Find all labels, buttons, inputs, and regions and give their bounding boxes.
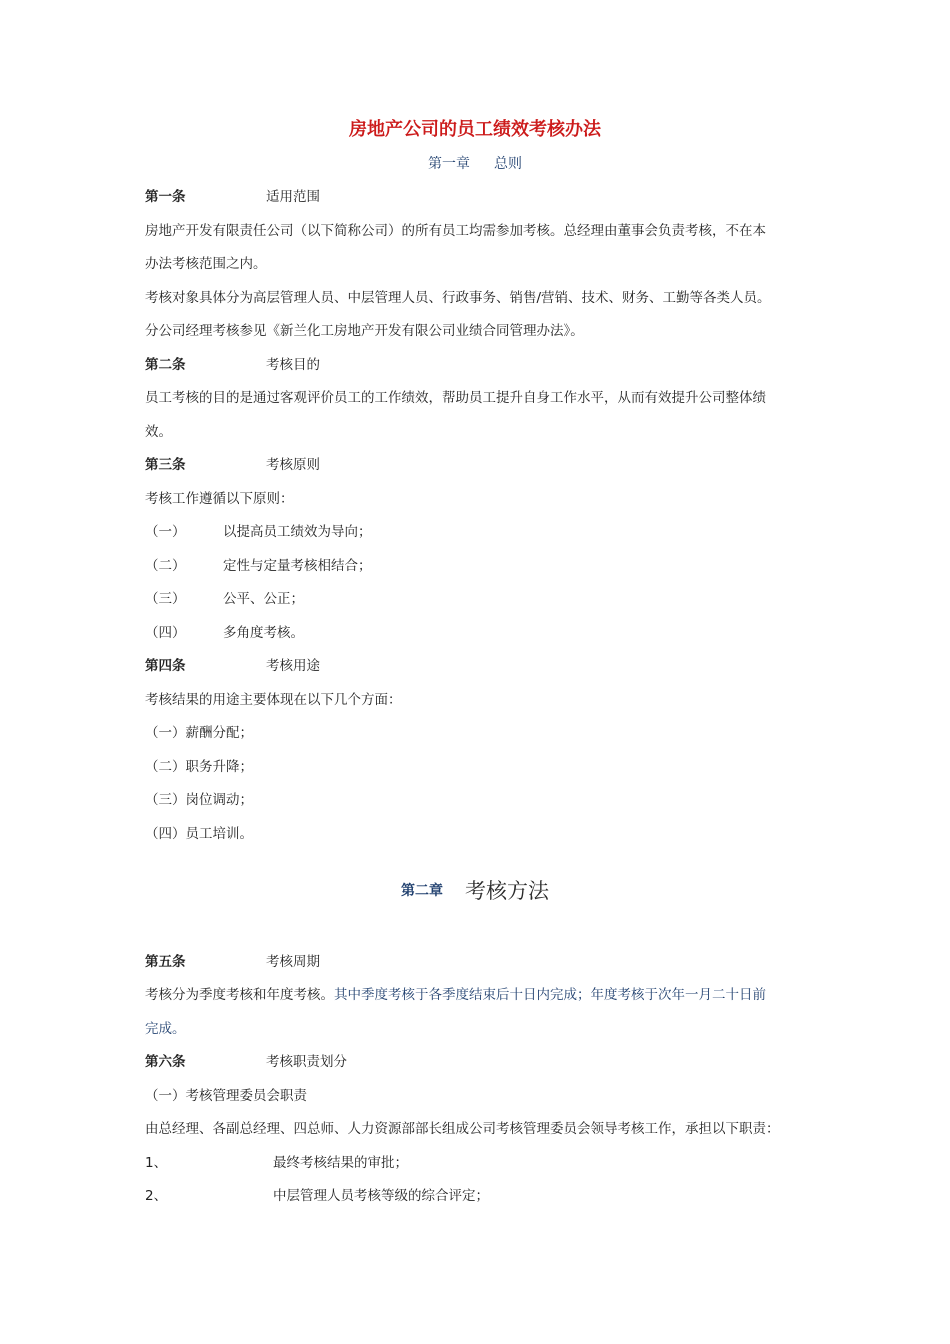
article-6-heading	[145, 1052, 347, 1072]
article-6-item	[145, 1153, 408, 1173]
article-4-name: 考核用途	[266, 658, 320, 674]
item-number: 1、	[145, 1155, 168, 1171]
article-1-line-4: 分公司经理考核参见《新兰化工房地产开发有限公司业绩合同管理办法》。	[145, 323, 584, 339]
article-4-intro: 考核结果的用途主要体现在以下几个方面：	[145, 692, 402, 708]
article-5-number: 第五条	[145, 954, 186, 970]
article-5-line-1	[145, 985, 766, 1005]
article-4-number: 第四条	[145, 658, 186, 674]
article-1-line-1: 房地产开发有限责任公司（以下简称公司）的所有员工均需参加考核。总经理由董事会负责考核，不在本	[145, 223, 766, 239]
chapter-1-name: 总则	[494, 156, 522, 172]
article-4-item: （一）薪酬分配；	[145, 725, 253, 741]
article-3-number: 第三条	[145, 457, 186, 473]
document-title: 房地产公司的员工绩效考核办法	[349, 119, 601, 140]
article-1-number: 第一条	[145, 189, 186, 205]
article-2-name: 考核目的	[266, 357, 320, 373]
item-text: 多角度考核。	[223, 625, 304, 641]
article-6-subheading: （一）考核管理委员会职责	[145, 1088, 307, 1104]
article-1-heading	[145, 187, 320, 207]
item-text: 中层管理人员考核等级的综合评定；	[273, 1188, 489, 1204]
item-marker: （二）	[145, 558, 186, 574]
article-6-item	[145, 1186, 489, 1206]
article-5-text-a: 考核分为季度考核和年度考核。	[145, 987, 334, 1003]
item-number: 2、	[145, 1188, 168, 1204]
article-1-line-2: 办法考核范围之内。	[145, 256, 267, 272]
article-3-item	[145, 589, 304, 609]
article-3-heading	[145, 455, 320, 475]
item-marker: （一）	[145, 524, 186, 540]
article-4-item: （四）员工培训。	[145, 826, 253, 842]
item-marker: （三）	[145, 591, 186, 607]
article-5-line-2: 完成。	[145, 1021, 186, 1037]
chapter-2-heading	[0, 875, 950, 905]
item-marker: （四）	[145, 625, 186, 641]
article-1-line-3: 考核对象具体分为高层管理人员、中层管理人员、行政事务、销售/营销、技术、财务、工勤等各类人员。	[145, 290, 771, 306]
article-2-number: 第二条	[145, 357, 186, 373]
article-5-name: 考核周期	[266, 954, 320, 970]
chapter-2-name: 考核方法	[465, 879, 549, 903]
article-5-heading	[145, 952, 320, 972]
article-3-item	[145, 556, 372, 576]
article-3-item	[145, 522, 372, 542]
article-4-item: （二）职务升降；	[145, 759, 253, 775]
article-5-text-b: 其中季度考核于各季度结束后十日内完成；年度考核于次年一月二十日前	[334, 987, 766, 1003]
item-text: 公平、公正；	[223, 591, 304, 607]
chapter-2-number: 第二章	[401, 883, 443, 899]
article-4-item: （三）岗位调动；	[145, 792, 253, 808]
article-3-item	[145, 623, 304, 643]
article-2-heading	[145, 355, 320, 375]
article-1-name: 适用范围	[266, 189, 320, 205]
item-text: 最终考核结果的审批；	[273, 1155, 408, 1171]
article-3-name: 考核原则	[266, 457, 320, 473]
item-text: 以提高员工绩效为导向；	[223, 524, 372, 540]
article-6-name: 考核职责划分	[266, 1054, 347, 1070]
chapter-1-number: 第一章	[428, 156, 470, 172]
article-6-number: 第六条	[145, 1054, 186, 1070]
item-text: 定性与定量考核相结合；	[223, 558, 372, 574]
article-2-line-2: 效。	[145, 424, 172, 440]
chapter-1-heading	[0, 153, 950, 173]
article-3-intro: 考核工作遵循以下原则：	[145, 491, 294, 507]
article-4-heading	[145, 656, 320, 676]
article-2-line-1: 员工考核的目的是通过客观评价员工的工作绩效，帮助员工提升自身工作水平，从而有效提升公司整体绩	[145, 390, 766, 406]
article-6-intro: 由总经理、各副总经理、四总师、人力资源部部长组成公司考核管理委员会领导考核工作，承担以下职责：	[145, 1121, 780, 1137]
